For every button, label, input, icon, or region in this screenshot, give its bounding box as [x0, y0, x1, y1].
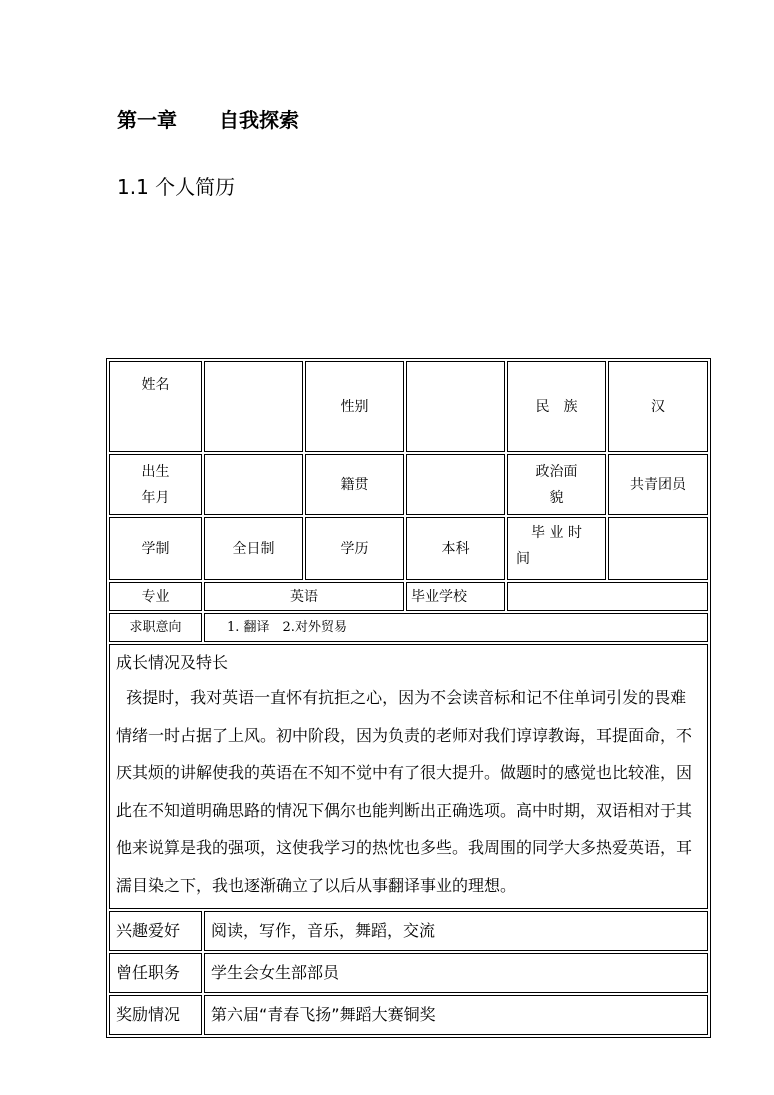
origin-value [406, 454, 505, 515]
award-value: 第六届“青春飞扬”舞蹈大赛铜奖 [204, 995, 708, 1035]
award-label: 奖励情况 [109, 995, 202, 1035]
name-value [204, 361, 303, 452]
chapter-heading [117, 104, 299, 133]
table-row [109, 953, 708, 993]
table-row [109, 517, 708, 580]
gender-value [406, 361, 505, 452]
table-row [109, 644, 708, 909]
table-row [109, 361, 708, 452]
grad-time-label [507, 517, 606, 580]
table-row [109, 911, 708, 951]
growth-title: 成长情况及特长 [116, 653, 229, 672]
birth-label [109, 454, 202, 515]
school-label: 毕业学校 [406, 582, 505, 611]
growth-cell [109, 644, 708, 909]
political-label-line2: 貌 [549, 489, 564, 506]
table-row [109, 582, 708, 611]
grad-time-label-line1: 毕 业 时 [531, 525, 582, 541]
birth-value [204, 454, 303, 515]
gender-label: 性别 [305, 361, 404, 452]
position-value: 学生会女生部部员 [204, 953, 708, 993]
section-heading: 1.1 个人简历 [117, 175, 236, 199]
grad-time-label-line2: 间 [516, 551, 530, 567]
table-row [109, 995, 708, 1035]
education-value: 本科 [406, 517, 505, 580]
chapter-number: 第一章 [117, 108, 177, 132]
education-label: 学历 [305, 517, 404, 580]
political-value: 共青团员 [608, 454, 708, 515]
school-value [507, 582, 708, 611]
position-label: 曾任职务 [109, 953, 202, 993]
growth-text: 孩提时，我对英语一直怀有抗拒之心，因为不会读音标和记不住单词引发的畏难情绪一时占据了上风。初中阶段，因为负责的老师对我们谆谆教诲，耳提面命，不厌其烦的讲解使我的英语在不知不觉中有了很大提升。做题时的感觉也比较准，因此在不知道明确思路的情况下偶尔也能判断出正确选项。高中时期，双语相对于其他来说算是我的强项，这使我学习的热忱也多些。我周围的同学大多热爱英语，耳濡目染之下，我也逐渐确立了以后从事翻译事业的理想。 [116, 688, 693, 895]
birth-label-line2: 年月 [141, 489, 170, 506]
intent-value: 1. 翻译 2.对外贸易 [204, 613, 708, 642]
system-label: 学制 [109, 517, 202, 580]
hobby-label: 兴趣爱好 [109, 911, 202, 951]
political-label [507, 454, 606, 515]
grad-time-value [608, 517, 708, 580]
resume-table [106, 358, 711, 1038]
major-value: 英语 [204, 582, 404, 611]
name-label: 姓名 [109, 361, 202, 452]
table-row [109, 454, 708, 515]
intent-label: 求职意向 [109, 613, 202, 642]
ethnicity-label: 民 族 [507, 361, 606, 452]
political-label-line1: 政治面 [535, 463, 578, 480]
hobby-value: 阅读，写作，音乐，舞蹈，交流 [204, 911, 708, 951]
major-label: 专业 [109, 582, 202, 611]
birth-label-line1: 出生 [141, 463, 170, 480]
ethnicity-value: 汉 [608, 361, 708, 452]
system-value: 全日制 [204, 517, 303, 580]
origin-label: 籍贯 [305, 454, 404, 515]
table-row [109, 613, 708, 642]
chapter-title: 自我探索 [219, 108, 299, 132]
